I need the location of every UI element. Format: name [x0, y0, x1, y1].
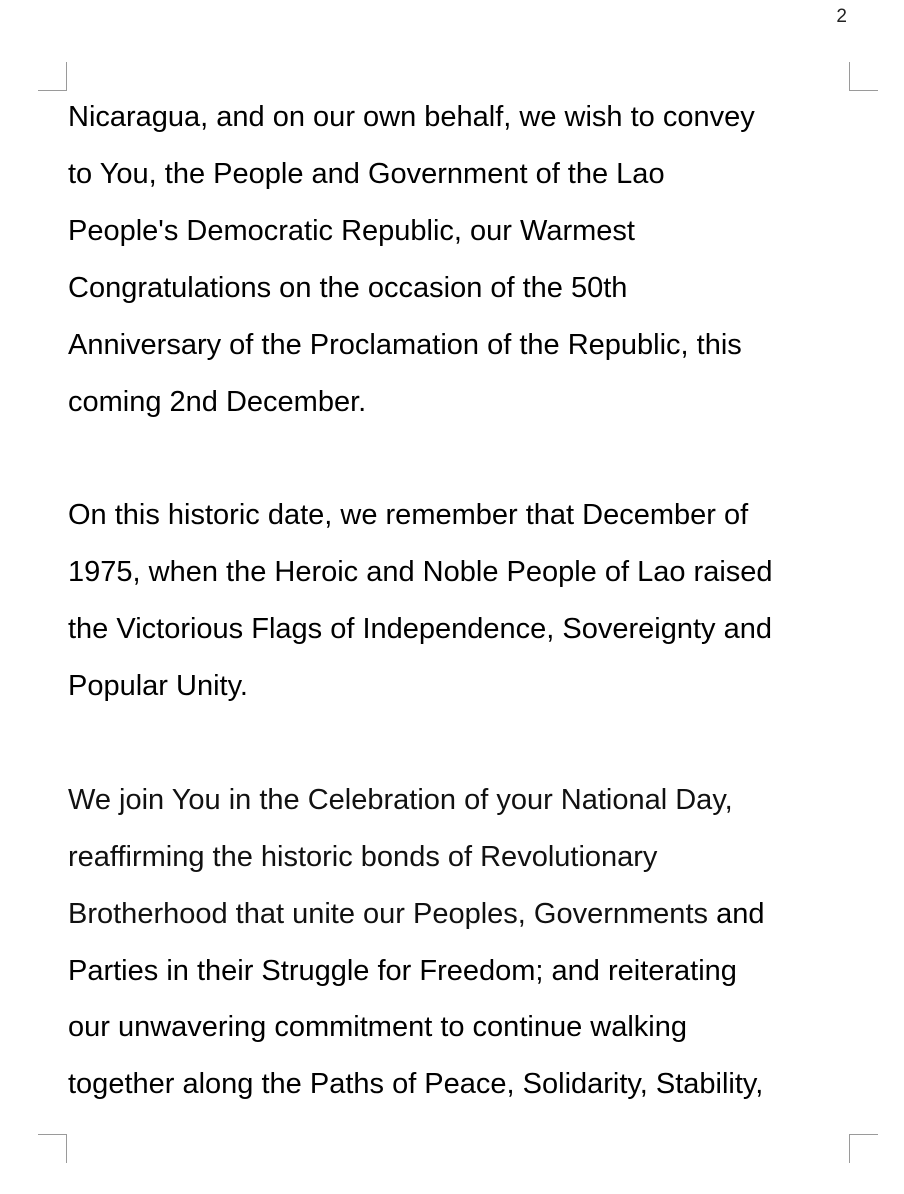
- text-line: Anniversary of the Proclamation of the Republic, this: [68, 328, 742, 361]
- text-line: People's Democratic Republic, our Warmest: [68, 214, 635, 247]
- text-line: coming 2nd December.: [68, 385, 367, 418]
- crop-mark-top-right: [849, 62, 878, 91]
- text-line-mixed: [68, 886, 858, 943]
- text-line: to You, the People and Government of the Lao: [68, 157, 665, 190]
- text-line: Parties in their Struggle for Freedom; and reiterating: [68, 954, 737, 987]
- text-line: We join You in the Celebration of your National Day,: [68, 783, 733, 816]
- text-line: 1975, when the Heroic and Noble People of Lao raised: [68, 556, 773, 589]
- text-line: our unwavering commitment to continue walking: [68, 1011, 687, 1044]
- text-line: Popular Unity.: [68, 670, 248, 703]
- text-line: Nicaragua, and on our own behalf, we wish to convey: [68, 101, 755, 133]
- paragraph-historic-date: [68, 487, 858, 715]
- paragraph-spacer: [68, 715, 858, 772]
- paragraph-congratulations: [68, 89, 858, 430]
- paragraph-national-day: [68, 772, 858, 1113]
- crop-mark-bottom-left: [38, 1134, 67, 1163]
- text-line: Congratulations on the occasion of the 50th: [68, 271, 628, 304]
- text-segment-bold: and: [716, 897, 765, 930]
- text-line: On this historic date, we remember that December of: [68, 499, 749, 532]
- text-line: together along the Paths of Peace, Solidarity, Stability,: [68, 1068, 764, 1101]
- crop-mark-top-left: [38, 62, 67, 91]
- text-segment-light: Brotherhood that unite our Peoples, Governments: [68, 897, 717, 930]
- crop-mark-bottom-right: [849, 1134, 878, 1163]
- document-body: [68, 89, 858, 1113]
- text-line: the Victorious Flags of Independence, Sovereignty and: [68, 613, 772, 646]
- page-number: 2: [836, 6, 847, 27]
- paragraph-spacer: [68, 430, 858, 487]
- text-line: reaffirming the historic bonds of Revolutionary: [68, 840, 658, 873]
